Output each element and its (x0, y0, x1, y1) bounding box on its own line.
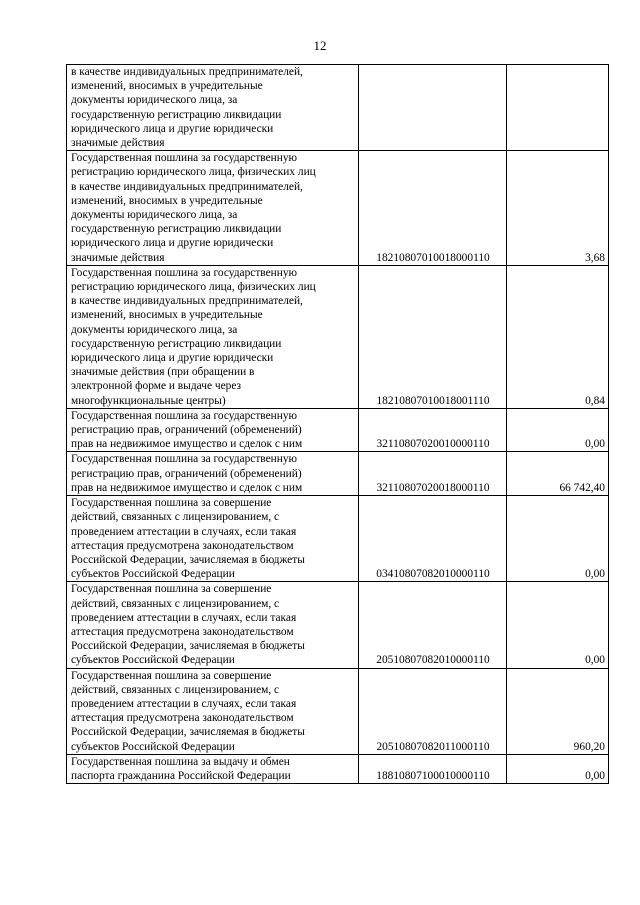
budget-code-cell: 32110807020018000110 (359, 452, 507, 496)
table-row (67, 452, 609, 496)
revenue-name-cell: в качестве индивидуальных предпринимателей, изменений, вносимых в учредительные документы юридического лица, за государственную регистрацию ликвидации юридического лица и другие юридически значимые действия (67, 65, 359, 151)
table-row (67, 65, 609, 151)
budget-code-cell: 03410807082010000110 (359, 496, 507, 582)
budget-code-cell (359, 65, 507, 151)
amount-cell: 0,00 (507, 408, 609, 452)
amount-cell: 3,68 (507, 151, 609, 266)
revenue-name-cell: Государственная пошлина за выдачу и обмен паспорта гражданина Российской Федерации (67, 754, 359, 783)
table-row (67, 408, 609, 452)
revenue-name-cell: Государственная пошлина за совершение действий, связанных с лицензированием, с проведением аттестации в случаях, если такая аттестация предусмотрена законодательством Российской Федерации, зачисляемая в бюджеты субъектов Российской Федерации (67, 496, 359, 582)
table-row (67, 151, 609, 266)
revenue-name-cell: Государственная пошлина за государственную регистрацию юридического лица, физических лиц в качестве индивидуальных предпринимателей, изменений, вносимых в учредительные документы юридического лица, за государственную регистрацию ликвидации юридического лица и другие юридически значимые действия (67, 151, 359, 266)
revenue-name-cell: Государственная пошлина за государственную регистрацию прав, ограничений (обременений) прав на недвижимое имущество и сделок с ним (67, 452, 359, 496)
budget-code-cell: 32110807020010000110 (359, 408, 507, 452)
budget-code-cell: 20510807082011000110 (359, 668, 507, 754)
budget-code-cell: 18210807010018001110 (359, 265, 507, 408)
budget-code-cell: 18210807010018000110 (359, 151, 507, 266)
revenue-name-cell: Государственная пошлина за совершение действий, связанных с лицензированием, с проведением аттестации в случаях, если такая аттестация предусмотрена законодательством Российской Федерации, зачисляемая в бюджеты субъектов Российской Федерации (67, 582, 359, 668)
revenue-name-cell: Государственная пошлина за государственную регистрацию прав, ограничений (обременений) прав на недвижимое имущество и сделок с ним (67, 408, 359, 452)
budget-code-cell: 20510807082010000110 (359, 582, 507, 668)
amount-cell: 0,84 (507, 265, 609, 408)
page-number: 12 (313, 38, 327, 53)
table-row (67, 265, 609, 408)
amount-cell: 0,00 (507, 754, 609, 783)
amount-cell: 0,00 (507, 582, 609, 668)
amount-cell (507, 65, 609, 151)
amount-cell: 0,00 (507, 496, 609, 582)
amount-cell: 960,20 (507, 668, 609, 754)
revenue-name-cell: Государственная пошлина за государственную регистрацию юридического лица, физических лиц в качестве индивидуальных предпринимателей, изменений, вносимых в учредительные документы юридического лица, за государственную регистрацию ликвидации юридического лица и другие юридически значимые действия (при обращении в электронной форме и выдаче через многофункциональные центры) (67, 265, 359, 408)
table-row (67, 754, 609, 783)
budget-code-cell: 18810807100010000110 (359, 754, 507, 783)
amount-cell: 66 742,40 (507, 452, 609, 496)
revenue-table (66, 64, 609, 784)
table-row (67, 496, 609, 582)
table-row (67, 582, 609, 668)
revenue-name-cell: Государственная пошлина за совершение действий, связанных с лицензированием, с проведением аттестации в случаях, если такая аттестация предусмотрена законодательством Российской Федерации, зачисляемая в бюджеты субъектов Российской Федерации (67, 668, 359, 754)
table-row (67, 668, 609, 754)
